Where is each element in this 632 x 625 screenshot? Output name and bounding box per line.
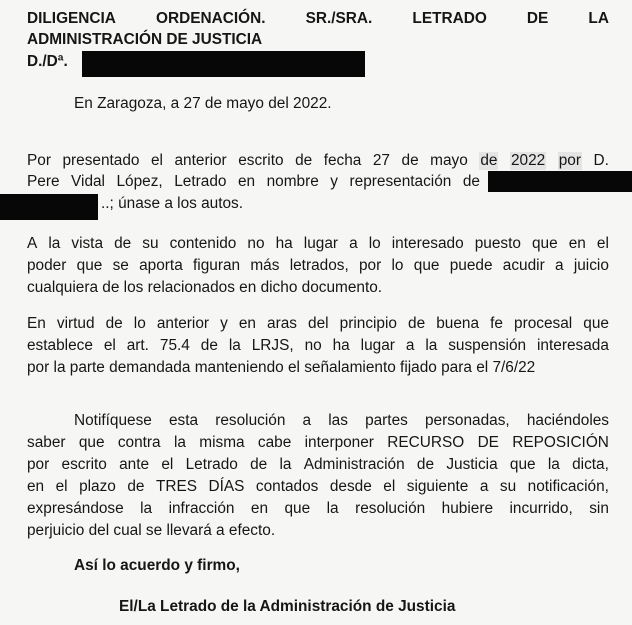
word: no <box>304 337 322 354</box>
word: Administración <box>303 456 405 473</box>
paragraph4-line-5 <box>27 500 609 518</box>
paragraph3-line-1 <box>27 315 609 333</box>
word: la <box>547 456 560 473</box>
word: escrito <box>61 456 107 473</box>
word: a <box>405 337 415 354</box>
word: nombre <box>266 173 319 190</box>
word: TRES <box>155 478 198 495</box>
paragraph2-line-3: cualquiera de los relacionados en dicho documento. <box>27 279 383 296</box>
word: juicio <box>573 257 609 274</box>
word: representación <box>349 173 452 190</box>
word: ORDENACIÓN. <box>156 10 266 27</box>
word: el <box>161 456 174 473</box>
word: de <box>401 152 419 169</box>
word: en <box>27 478 45 495</box>
date-line: En Zaragoza, a 27 de mayo del 2022. <box>74 95 332 112</box>
word: en <box>250 500 269 517</box>
word: ha <box>275 235 293 252</box>
word: plazo <box>79 478 116 495</box>
word: la <box>48 235 61 252</box>
word: su <box>142 235 159 252</box>
word: ante <box>119 456 150 473</box>
word: y <box>330 173 338 190</box>
word: art. <box>126 337 149 354</box>
word: aras <box>267 315 297 332</box>
word: de <box>408 315 426 332</box>
word: escrito <box>238 152 284 169</box>
word: siguiente <box>406 478 469 495</box>
word: por <box>558 152 581 169</box>
word: 27 <box>372 152 390 169</box>
word: DE <box>477 434 499 451</box>
word: Notifíquese <box>74 412 152 429</box>
word: Vidal <box>71 173 105 190</box>
word: fecha <box>323 152 362 169</box>
word: contra <box>117 434 161 451</box>
word: el <box>383 478 396 495</box>
word: infracción <box>168 500 235 517</box>
word: de <box>416 456 435 473</box>
word: puesto <box>474 235 521 252</box>
word: RECURSO <box>387 434 465 451</box>
word: lo <box>133 315 146 332</box>
word: la <box>425 337 438 354</box>
word: el <box>55 478 68 495</box>
redaction-bar-name <box>82 51 365 77</box>
signature-line: El/La Letrado de la Administración de Justicia <box>119 598 456 615</box>
word: la <box>173 434 186 451</box>
word: más <box>250 257 280 274</box>
word: personadas, <box>424 412 510 429</box>
word: de <box>250 456 268 473</box>
word: de <box>295 152 313 169</box>
word: Letrado <box>174 173 227 190</box>
word: poder <box>27 257 67 274</box>
word: cabe <box>257 434 292 451</box>
paragraph2-line-2 <box>27 257 609 275</box>
word: que <box>509 456 536 473</box>
word: que <box>78 434 105 451</box>
word: REPOSICIÓN <box>512 434 609 451</box>
paragraph3-line-3: por la parte demandada manteniendo el señalamiento fijado para el 7/6/22 <box>27 359 536 376</box>
word: acudir <box>502 257 545 274</box>
paragraph4-line-4 <box>27 478 609 496</box>
word: vista <box>71 235 104 252</box>
word: aporta <box>139 257 183 274</box>
word: interponer <box>304 434 374 451</box>
word: la <box>279 456 292 473</box>
word: la <box>228 337 241 354</box>
word: establece <box>27 337 93 354</box>
paragraph1-line-3: ..; únase a los autos. <box>101 195 244 212</box>
word: A <box>27 235 38 252</box>
word: virtud <box>56 315 95 332</box>
word: que <box>284 500 311 517</box>
redaction-bar-party-2 <box>0 194 98 220</box>
word: del <box>308 315 329 332</box>
word: y <box>220 315 228 332</box>
word: en <box>238 315 256 332</box>
word: a <box>479 478 489 495</box>
word: Justicia <box>446 456 498 473</box>
word: En <box>27 315 46 332</box>
word: mayo <box>430 152 468 169</box>
word: hubiere <box>441 500 494 517</box>
word: principio <box>339 315 397 332</box>
word: DE <box>526 10 549 27</box>
word: contenido <box>169 235 237 252</box>
word: el <box>103 337 116 354</box>
word: la <box>140 500 153 517</box>
header-line-1 <box>27 10 609 28</box>
word: de <box>462 173 480 190</box>
word: la <box>326 500 339 517</box>
word: LA <box>588 10 609 27</box>
header-line-3: D./Dª. <box>27 53 68 70</box>
word: que <box>76 257 103 274</box>
word: fe <box>490 315 503 332</box>
word: letrados, <box>289 257 349 274</box>
word: buena <box>436 315 480 332</box>
paragraph4-line-2 <box>27 434 609 452</box>
word: 75.4 <box>159 337 190 354</box>
word: esta <box>169 412 199 429</box>
word: misma <box>199 434 245 451</box>
paragraph2-line-1 <box>27 235 609 253</box>
word: resolución <box>215 412 286 429</box>
word: Por <box>27 152 51 169</box>
word: de <box>114 235 132 252</box>
word: dicta, <box>572 456 609 473</box>
word: que <box>531 235 558 252</box>
word: haciéndoles <box>526 412 609 429</box>
word: D. <box>593 152 609 169</box>
word: interesado <box>391 235 464 252</box>
word: anterior <box>174 152 227 169</box>
word: de <box>200 337 218 354</box>
word: de <box>105 315 123 332</box>
paragraph4-line-3 <box>27 456 609 474</box>
word: resolución <box>355 500 426 517</box>
word: en <box>237 173 256 190</box>
word: lo <box>368 235 381 252</box>
word: lugar <box>303 235 339 252</box>
word: ha <box>332 337 350 354</box>
word: figuran <box>193 257 241 274</box>
word: sin <box>589 500 609 517</box>
redaction-bar-party-1 <box>488 171 632 192</box>
word: puede <box>449 257 493 274</box>
word: LETRADO <box>412 10 487 27</box>
word: a <box>302 412 312 429</box>
word: Letrado <box>185 456 238 473</box>
word: DÍAS <box>208 478 245 495</box>
word: notificación, <box>527 478 609 495</box>
word: por <box>359 257 382 274</box>
word: lo <box>391 257 404 274</box>
word: en <box>568 235 586 252</box>
paragraph4-line-6: perjuicio del cual se llevará a efecto. <box>27 522 276 539</box>
word: 2022 <box>510 152 546 169</box>
header-line-2: ADMINISTRACIÓN DE JUSTICIA <box>27 31 263 48</box>
word: partes <box>365 412 408 429</box>
word: el <box>596 235 609 252</box>
word: de <box>480 152 498 169</box>
word: no <box>247 235 265 252</box>
word: expresándose <box>27 500 124 517</box>
word: lugar <box>360 337 395 354</box>
word: desde <box>329 478 372 495</box>
paragraph3-line-2 <box>27 337 609 355</box>
word: que <box>583 315 609 332</box>
word: DILIGENCIA <box>27 10 116 27</box>
word: anterior <box>156 315 210 332</box>
word: el <box>151 152 163 169</box>
word: Pere <box>27 173 60 190</box>
word: suspensión <box>448 337 527 354</box>
word: presentado <box>62 152 140 169</box>
word: saber <box>27 434 66 451</box>
paragraph1-line-1 <box>27 152 609 170</box>
word: se <box>112 257 129 274</box>
word: procesal <box>514 315 573 332</box>
word: de <box>127 478 145 495</box>
word: SR./SRA. <box>305 10 373 27</box>
paragraph1-line-2 <box>27 173 480 191</box>
word: a <box>554 257 564 274</box>
word: a <box>349 235 358 252</box>
closing-line: Así lo acuerdo y firmo, <box>74 557 240 574</box>
word: por <box>27 456 50 473</box>
word: su <box>499 478 517 495</box>
word: incurrido, <box>509 500 573 517</box>
word: las <box>328 412 348 429</box>
paragraph4-line-1 <box>74 412 609 430</box>
word: López, <box>116 173 163 190</box>
word: que <box>413 257 440 274</box>
word: LRJS, <box>251 337 294 354</box>
word: interesada <box>537 337 609 354</box>
word: contados <box>255 478 319 495</box>
